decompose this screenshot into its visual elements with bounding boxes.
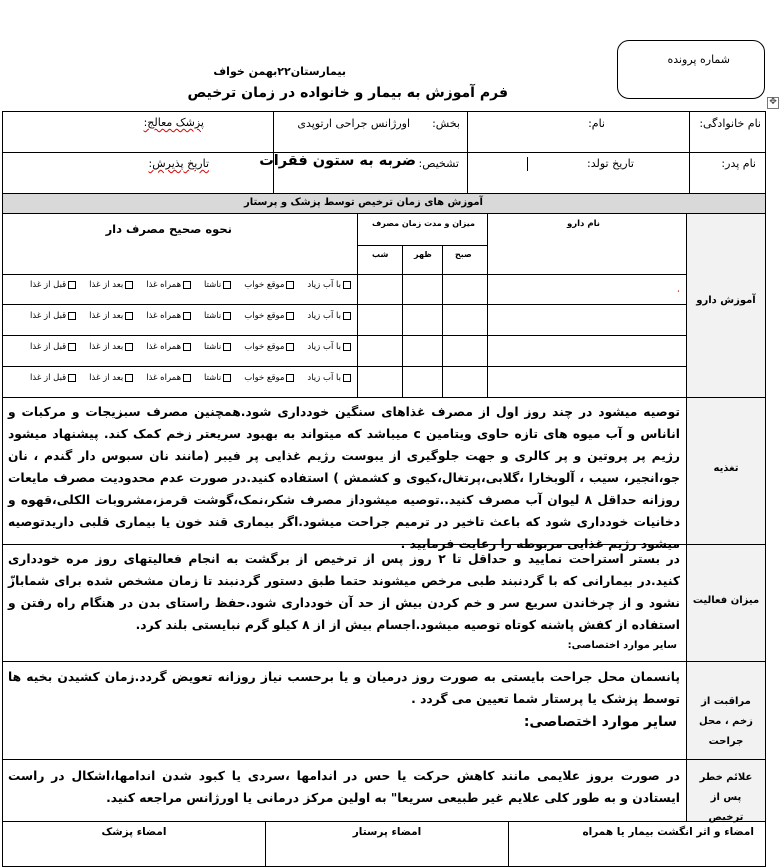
nutrition-text: توصیه میشود در چند روز اول از مصرف غذاهای سنگین خودداری شود.همچنین مصرف سبزیجات و مرکبات و اناناس و آب میوه های تازه حاوی ویتامین c میباشد که میتواند به بهبود سریعتر زخم کمک کند. پیشنهاد میشود رژیم پر پروتین و پر کالری و جهت جلوگیری از یبوست رژیم غذایی پر فیبر (مانند نان سبوس دار گندم ، نان جو،انجیر، سیب ، آلوبخارا ،گلابی،پرتغال،کیوی و کشمش ) استفاده کنید.در صورت عدم محدودیت مصرف مایعات روزانه حداقل ۸ لیوان آب مصرف کنید..توصیه میشوداز مصرف شکر،نمک،گوشت قرمز،مشروبات الکلی،قهوه و دخانیات خودداری شود که باعث تاخیر در ترمیم جراحت میشود.اگر بیماری قند خون یا بیماری قلبی داریدتوصیه میشود رژیم غذایی مربوطه را رعایت فرمایید . bbox=[8, 405, 680, 551]
usage-options-row bbox=[30, 280, 353, 290]
option-fasting[interactable]: ناشتا bbox=[204, 280, 233, 290]
drug-section-label: آموزش دارو bbox=[696, 295, 756, 306]
nurse-signature-label: امضاء پرستار bbox=[352, 826, 422, 838]
wound-care-text: پانسمان محل جراحت بایستی به صورت روز درمیان و یا برحسب نیاز روزانه تعویض گردد.زمان کشیدن بخیه ها توسط پزشک یا پرستار شما تعیین می گردد . bbox=[8, 670, 680, 706]
option-plenty-water[interactable]: با آب زیاد bbox=[307, 311, 353, 321]
option-before-meal[interactable]: قبل از غذا bbox=[30, 311, 78, 321]
option-bedtime[interactable]: موقع خواب bbox=[244, 311, 296, 321]
table-move-handle-icon[interactable]: ✥ bbox=[767, 97, 779, 109]
option-bedtime[interactable]: موقع خواب bbox=[244, 373, 296, 383]
night-header: شب bbox=[372, 250, 389, 259]
option-plenty-water[interactable]: با آب زیاد bbox=[307, 280, 353, 290]
wound-other-label: سایر موارد اختصاصی: bbox=[523, 714, 677, 730]
option-before-meal[interactable]: قبل از غذا bbox=[30, 342, 78, 352]
option-fasting[interactable]: ناشتا bbox=[204, 311, 233, 321]
diagnosis-value: ضربه به ستون فقرات bbox=[259, 153, 416, 169]
option-before-meal[interactable]: قبل از غذا bbox=[30, 373, 78, 383]
section-title: آموزش های زمان ترخیص توسط پزشک و پرستار bbox=[243, 197, 483, 208]
activity-other-label: سایر موارد اختصاصی: bbox=[567, 640, 677, 651]
option-plenty-water[interactable]: با آب زیاد bbox=[307, 342, 353, 352]
usage-options-row bbox=[30, 373, 353, 383]
first-name-label: نام: bbox=[588, 117, 605, 130]
family-name-label: نام خانوادگی: bbox=[699, 117, 761, 130]
option-with-meal[interactable]: همراه غذا bbox=[146, 373, 193, 383]
form-title: فرم آموزش به بیمار و خانواده در زمان ترخیص bbox=[187, 85, 508, 101]
diagnosis-label: تشخیص: bbox=[418, 157, 459, 170]
hospital-name: بیمارستان۲۲بهمن خواف bbox=[213, 65, 346, 78]
option-after-meal[interactable]: بعد از غذا bbox=[89, 280, 135, 290]
usage-options-row bbox=[30, 342, 353, 352]
usage-options-row bbox=[30, 311, 353, 321]
drug-name-header: نام دارو bbox=[566, 219, 600, 229]
option-before-meal[interactable]: قبل از غذا bbox=[30, 280, 78, 290]
nutrition-label: تغذیه bbox=[713, 463, 739, 474]
option-plenty-water[interactable]: با آب زیاد bbox=[307, 373, 353, 383]
ward-label: بخش: bbox=[432, 117, 460, 130]
option-with-meal[interactable]: همراه غذا bbox=[146, 280, 193, 290]
usage-header: نحوه صحیح مصرف دار bbox=[105, 222, 232, 236]
drug-cell-mark: ، bbox=[677, 285, 680, 294]
file-number-box bbox=[617, 40, 765, 99]
patient-signature-label: امضاء و اثر انگشت بیمار یا همراه bbox=[582, 826, 754, 838]
doctor-signature-label: امضاء پزشک bbox=[101, 826, 167, 838]
option-bedtime[interactable]: موقع خواب bbox=[244, 280, 296, 290]
ward-value: اورژانس جراحی ارتوپدی bbox=[297, 117, 410, 130]
admission-date-label: تاریخ پذیرش: bbox=[148, 157, 209, 170]
option-bedtime[interactable]: موقع خواب bbox=[244, 342, 296, 352]
option-fasting[interactable]: ناشتا bbox=[204, 342, 233, 352]
option-fasting[interactable]: ناشتا bbox=[204, 373, 233, 383]
birth-date-label: تاریخ تولد: bbox=[587, 157, 634, 170]
wound-care-label: مراقبت از زخم ، محل جراحت bbox=[699, 696, 753, 747]
warning-signs-label: علائم خطر پس از ترخیص bbox=[699, 772, 753, 823]
option-after-meal[interactable]: بعد از غذا bbox=[89, 311, 135, 321]
option-after-meal[interactable]: بعد از غذا bbox=[89, 342, 135, 352]
doctor-label: پزشک معالج: bbox=[143, 116, 204, 129]
father-name-label: نام پدر: bbox=[721, 157, 756, 170]
file-number-label: شماره پرونده bbox=[667, 53, 730, 66]
text-cursor bbox=[527, 157, 528, 171]
warning-signs-text: در صورت بروز علایمی مانند کاهش حرکت یا حس در اندامها ،سردی یا کبود شدن اندامها،اشکال در راست ایستادن و به طور کلی علایم غیر طبیعی سریعا" به اولین مرکز درمانی یا اورژانس مراجعه کنید. bbox=[8, 769, 680, 805]
option-with-meal[interactable]: همراه غذا bbox=[146, 342, 193, 352]
dose-header: میزان و مدت زمان مصرف bbox=[372, 219, 475, 228]
noon-header: ظهر bbox=[414, 250, 432, 259]
option-with-meal[interactable]: همراه غذا bbox=[146, 311, 193, 321]
activity-label: میزان فعالیت bbox=[692, 595, 760, 606]
morning-header: صبح bbox=[455, 250, 472, 259]
activity-text: در بستر استراحت نمایید و حداقل تا ۲ روز پس از ترخیص از برگشت به انجام فعالیتهای روز مره خودداری کنید.در بیمارانی که با گردنبند طبی مرخص میشوند حتما طبق دستور گردنبند تا زمان مشخص شده برای شمابازّ نشود و از چرخاندن سریع سر و خم کردن بیش از حد آن خودداری شود.حفظ راستای بدن در هنگام راه رفتن و استفاده از کفش پاشنه کوتاه توصیه میشود.اجسام بیش از از ۸ کیلو گرم نبایستی بلند کرد. bbox=[8, 552, 680, 632]
option-after-meal[interactable]: بعد از غذا bbox=[89, 373, 135, 383]
